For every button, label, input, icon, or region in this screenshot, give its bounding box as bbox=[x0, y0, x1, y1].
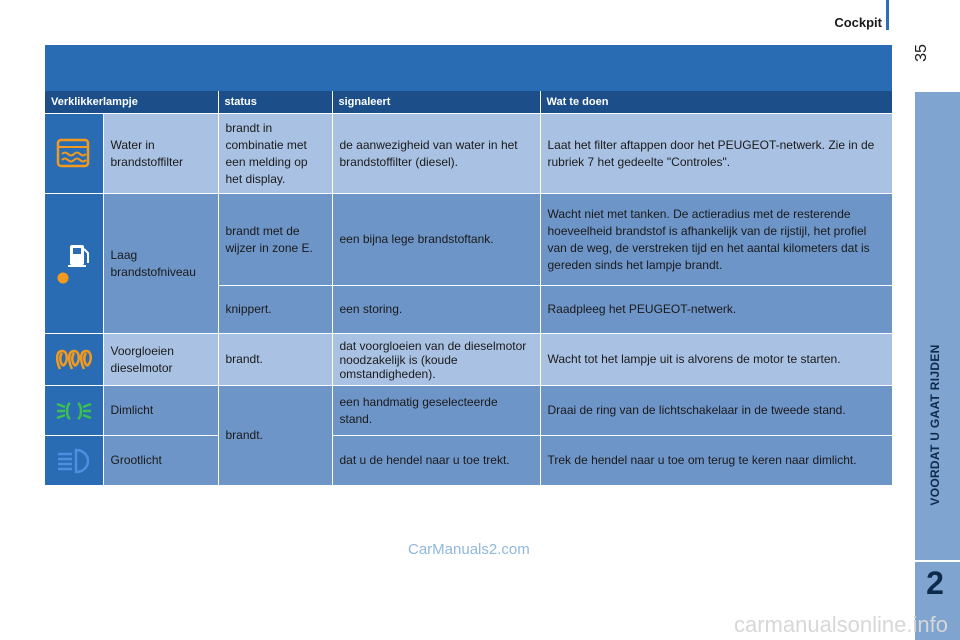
indicator-action: Laat het filter aftappen door het PEUGEOT-netwerk. Zie in de rubriek 7 het gedeelte "Controles". bbox=[540, 114, 892, 194]
table-row bbox=[45, 114, 892, 194]
icon-cell bbox=[45, 386, 103, 436]
indicator-signal: dat u de hendel naar u toe trekt. bbox=[332, 436, 540, 486]
indicator-signal: dat voorgloeien van de dieselmotor noodzakelijk is (koude omstandigheden). bbox=[332, 334, 540, 386]
indicator-status-secondary: knippert. bbox=[218, 286, 332, 334]
table-row bbox=[45, 436, 892, 486]
watermark: carmanualsonline.info bbox=[733, 612, 948, 637]
indicator-signal: de aanwezigheid van water in het brandstoffilter (diesel). bbox=[332, 114, 540, 194]
table-row bbox=[45, 386, 892, 436]
section-title: Cockpit bbox=[834, 15, 882, 30]
indicator-name: Grootlicht bbox=[103, 436, 218, 486]
indicator-status: brandt. bbox=[218, 386, 332, 486]
page-number: 35 bbox=[913, 44, 930, 62]
low-fuel-icon bbox=[54, 241, 94, 287]
table-banner bbox=[45, 45, 892, 91]
indicator-action: Trek de hendel naar u toe om terug te keren naar dimlicht. bbox=[540, 436, 892, 486]
table-header-row bbox=[45, 91, 892, 114]
water-in-fuel-icon bbox=[55, 137, 93, 171]
icon-cell bbox=[45, 114, 103, 194]
indicator-action: Draai de ring van de lichtschakelaar in de tweede stand. bbox=[540, 386, 892, 436]
chapter-label: VOORDAT U GAAT RIJDEN bbox=[928, 344, 942, 506]
indicator-name: Voorgloeien dieselmotor bbox=[103, 334, 218, 386]
chapter-number: 2 bbox=[926, 565, 944, 601]
table-row bbox=[45, 334, 892, 386]
indicator-status: brandt in combinatie met een melding op het display. bbox=[218, 114, 332, 194]
indicator-status: brandt met de wijzer in zone E. bbox=[218, 194, 332, 286]
chapter-divider bbox=[915, 560, 960, 562]
header-accent-bar bbox=[886, 0, 889, 30]
indicator-signal: een handmatig geselecteerde stand. bbox=[332, 386, 540, 436]
indicator-signal: een bijna lege brandstoftank. bbox=[332, 194, 540, 286]
dipped-beam-icon bbox=[54, 396, 94, 426]
indicator-signal-secondary: een storing. bbox=[332, 286, 540, 334]
footer-logo[interactable]: CarManuals2.com bbox=[408, 541, 530, 558]
indicator-action: Wacht niet met tanken. De actieradius met de resterende hoeveelheid brandstof is afhankelijk van de rijstijl, het profiel van de weg, de verstreken tijd en het aantal kilometers dat is gereden sinds het lampje brandt. bbox=[540, 194, 892, 286]
icon-cell bbox=[45, 194, 103, 334]
col-header-signal: signaleert bbox=[332, 91, 540, 114]
icon-cell bbox=[45, 334, 103, 386]
main-beam-icon bbox=[54, 446, 94, 476]
indicator-name: Water in brandstoffilter bbox=[103, 114, 218, 194]
indicator-status: brandt. bbox=[218, 334, 332, 386]
table-row bbox=[45, 194, 892, 286]
indicator-action: Wacht tot het lampje uit is alvorens de motor te starten. bbox=[540, 334, 892, 386]
col-header-action: Wat te doen bbox=[540, 91, 892, 114]
icon-cell bbox=[45, 436, 103, 486]
col-header-status: status bbox=[218, 91, 332, 114]
glow-plug-icon bbox=[54, 347, 94, 373]
indicator-table bbox=[45, 91, 893, 486]
col-header-indicator: Verklikkerlampje bbox=[45, 91, 218, 114]
indicator-name: Dimlicht bbox=[103, 386, 218, 436]
indicator-name: Laag brandstofniveau bbox=[103, 194, 218, 334]
indicator-action-secondary: Raadpleeg het PEUGEOT-netwerk. bbox=[540, 286, 892, 334]
